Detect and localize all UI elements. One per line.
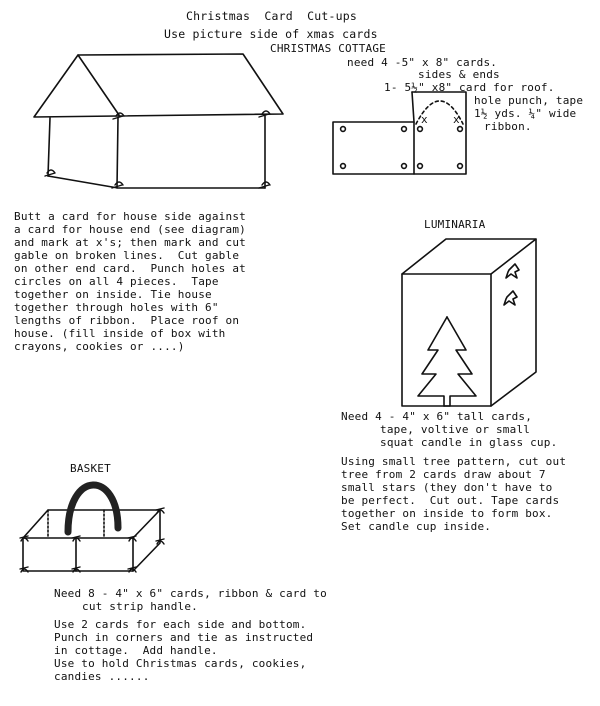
page-title: Christmas Card Cut-ups bbox=[186, 9, 357, 23]
basket-instruction-line: candies ...... bbox=[54, 670, 150, 683]
basket-need-1: Need 8 - 4" x 6" cards, ribbon & card to bbox=[54, 587, 327, 600]
basket-instruction-line: Punch in corners and tie as instructed bbox=[54, 631, 314, 644]
cottage-instruction-line: together on inside. Tie house bbox=[14, 288, 212, 301]
luminaria-illustration bbox=[402, 239, 536, 406]
cottage-need-2: sides & ends bbox=[418, 68, 500, 81]
cottage-instruction-line: on other end card. Punch holes at bbox=[14, 262, 246, 275]
x-mark: x bbox=[421, 113, 428, 126]
cottage-need-3: 1- 5½" x8" card for roof. bbox=[384, 81, 555, 94]
cottage-instruction-line: house. (fill inside of box with bbox=[14, 327, 226, 340]
page-subtitle: Use picture side of xmas cards bbox=[164, 27, 378, 41]
basket-instruction-line: Use 2 cards for each side and bottom. bbox=[54, 618, 307, 631]
cottage-instruction-line: crayons, cookies or ....) bbox=[14, 340, 185, 353]
luminaria-instruction-line: together on inside to form box. bbox=[341, 507, 553, 520]
cottage-need-5: 1½ yds. ¼" wide bbox=[474, 107, 577, 120]
cottage-instruction-line: lengths of ribbon. Place roof on bbox=[14, 314, 240, 327]
luminaria-instruction-line: small stars (they don't have to bbox=[341, 481, 553, 494]
cottage-instruction-line: gable on broken lines. Cut gable bbox=[14, 249, 240, 262]
cottage-illustration bbox=[34, 54, 283, 188]
luminaria-title: LUMINARIA bbox=[424, 218, 486, 231]
basket-title: BASKET bbox=[70, 462, 111, 475]
basket-instruction-line: Use to hold Christmas cards, cookies, bbox=[54, 657, 307, 670]
cottage-instruction-line: a card for house end (see diagram) bbox=[14, 223, 246, 236]
x-mark: x bbox=[453, 113, 460, 126]
cottage-title: CHRISTMAS COTTAGE bbox=[270, 42, 386, 55]
luminaria-need-2: tape, voltive or small bbox=[380, 423, 531, 436]
cottage-need-6: ribbon. bbox=[484, 120, 532, 133]
basket-illustration bbox=[20, 485, 164, 572]
cottage-instruction-line: and mark at x's; then mark and cut bbox=[14, 236, 246, 249]
luminaria-instruction-line: be perfect. Cut out. Tape cards bbox=[341, 494, 560, 507]
basket-instruction-line: in cottage. Add handle. bbox=[54, 644, 218, 657]
basket-need-2: cut strip handle. bbox=[82, 600, 198, 613]
cottage-instruction-line: together through holes with 6" bbox=[14, 301, 219, 314]
cottage-instruction-line: circles on all 4 pieces. Tape bbox=[14, 275, 219, 288]
luminaria-instruction-line: Using small tree pattern, cut out bbox=[341, 455, 567, 468]
luminaria-instruction-line: Set candle cup inside. bbox=[341, 520, 492, 533]
cottage-pattern-diagram bbox=[333, 92, 466, 174]
luminaria-instruction-line: tree from 2 cards draw about 7 bbox=[341, 468, 546, 481]
luminaria-need-1: Need 4 - 4" x 6" tall cards, bbox=[341, 410, 533, 423]
cottage-need-4: hole punch, tape bbox=[474, 94, 584, 107]
luminaria-need-3: squat candle in glass cup. bbox=[380, 436, 558, 449]
cottage-instruction-line: Butt a card for house side against bbox=[14, 210, 246, 223]
cottage-need-1: need 4 -5" x 8" cards. bbox=[347, 56, 498, 69]
